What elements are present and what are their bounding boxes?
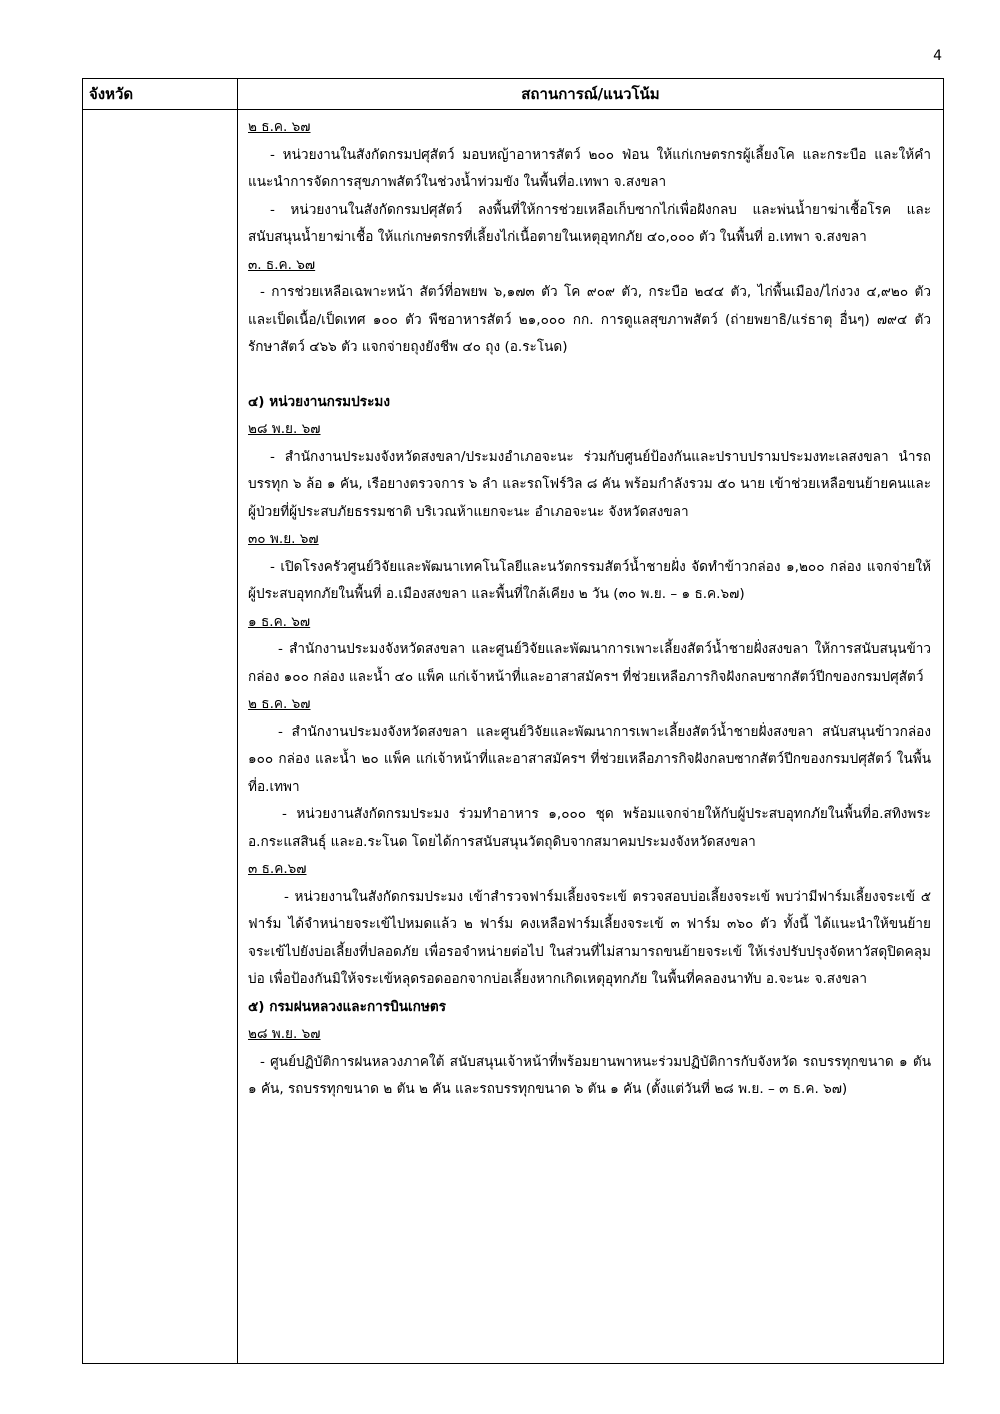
paragraph: - ศูนย์ปฏิบัติการฝนหลวงภาคใต้ สนับสนุนเจ้าหน้าที่พร้อมยานพาหนะร่วมปฏิบัติการกับจังหวัด รถบรรทุกขนาด ๑ ตัน ๑ คัน, รถบรรทุกขนาด ๒ ตัน ๒ คัน และรถบรรทุกขนาด ๖ ตัน ๑ คัน (ตั้งแต่วันที่ ๒๘ พ.ย. – ๓ ธ.ค. ๖๗) xyxy=(248,1053,931,1097)
section-heading: ๔) หน่วยงานกรมประมง xyxy=(248,393,390,410)
date-label: ๓๐ พ.ย. ๖๗ xyxy=(248,531,319,547)
header-situation: สถานการณ์/แนวโน้ม xyxy=(521,85,660,103)
date-label: ๒๘ พ.ย. ๖๗ xyxy=(248,1026,321,1042)
situation-cell xyxy=(238,110,943,1364)
date-label: ๒ ธ.ค. ๖๗ xyxy=(248,696,311,712)
paragraph: - เปิดโรงครัวศูนย์วิจัยและพัฒนาเทคโนโลยีและนวัตกรรมสัตว์น้ำชายฝั่ง จัดทำข้าวกล่อง ๑,๒๐๐ กล่อง แจกจ่ายให้ผู้ประสบอุทกภัยในพื้นที่ อ.เมืองสงขลา และพื้นที่ใกล้เคียง ๒ วัน (๓๐ พ.ย. – ๑ ธ.ค.๖๗) xyxy=(248,558,931,602)
paragraph: - สำนักงานประมงจังหวัดสงขลา/ประมงอำเภอจะนะ ร่วมกับศูนย์ป้องกันและปราบปรามประมงทะเลสงขลา นำรถบรรทุก ๖ ล้อ ๑ คัน, เรือยางตรวจการ ๖ ลำ และรถโฟร์วิล ๘ คัน พร้อมกำลังรวม ๕๐ นาย เข้าช่วยเหลือขนย้ายคนและผู้ป่วยที่ผู้ประสบภัยธรรมชาติ บริเวณห้าแยกจะนะ อำเภอจะนะ จังหวัดสงขลา xyxy=(248,448,931,520)
date-label: ๑ ธ.ค. ๖๗ xyxy=(248,613,311,630)
province-cell xyxy=(83,110,238,1364)
table-header xyxy=(83,79,943,110)
date-label: ๒๘ พ.ย. ๖๗ xyxy=(248,421,321,437)
report-table xyxy=(82,78,944,1364)
header-province: จังหวัด xyxy=(83,79,238,109)
section-heading: ๕) กรมฝนหลวงและการบินเกษตร xyxy=(248,998,446,1015)
table-row xyxy=(83,110,943,1364)
paragraph: - การช่วยเหลือเฉพาะหน้า สัตว์ที่อพยพ ๖,๑๗๓ ตัว โค ๙๐๙ ตัว, กระบือ ๒๔๔ ตัว, ไก่พื้นเมือง/ไก่งวง ๔,๙๒๐ ตัว และเป็ดเนื้อ/เป็ดเทศ ๑๐๐ ตัว พืชอาหารสัตว์ ๒๑,๐๐๐ กก. การดูแลสุขภาพสัตว์ (ถ่ายพยาธิ/แร่ธาตุ อื่นๆ) ๗๙๔ ตัว รักษาสัตว์ ๔๖๖ ตัว แจกจ่ายถุงยังชีพ ๔๐ ถุง (อ.ระโนด) xyxy=(248,284,931,355)
paragraph: - สำนักงานประมงจังหวัดสงขลา และศูนย์วิจัยและพัฒนาการเพาะเลี้ยงสัตว์น้ำชายฝั่งสงขลา สนับสนุนข้าวกล่อง ๑๐๐ กล่อง และน้ำ ๒๐ แพ็ค แก่เจ้าหน้าที่และอาสาสมัครฯ ที่ช่วยเหลือภารกิจฝังกลบซากสัตว์ปีกของกรมปศุสัตว์ ในพื้นที่อ.เทพา xyxy=(248,723,931,795)
date-label: ๒ ธ.ค. ๖๗ xyxy=(248,119,311,135)
date-label: ๓ ธ.ค.๖๗ xyxy=(248,861,307,877)
paragraph: - หน่วยงานสังกัดกรมประมง ร่วมทำอาหาร ๑,๐๐๐ ชุด พร้อมแจกจ่ายให้กับผู้ประสบอุทกภัยในพื้นที่อ.สทิงพระ อ.กระแสสินธุ์ และอ.ระโนด โดยได้การสนับสนุนวัตถุดิบจากสมาคมประมงจังหวัดสงขลา xyxy=(248,806,931,850)
paragraph: - หน่วยงานในสังกัดกรมประมง เข้าสำรวจฟาร์มเลี้ยงจระเข้ ตรวจสอบบ่อเลี้ยงจระเข้ พบว่ามีฟาร์มเลี้ยงจระเข้ ๕ ฟาร์ม ได้จำหน่ายจระเข้ไปหมดแล้ว ๒ ฟาร์ม คงเหลือฟาร์มเลี้ยงจระเข้ ๓ ฟาร์ม ๓๖๐ ตัว ทั้งนี้ ได้แนะนำให้ขนย้ายจระเข้ไปยังบ่อเลี้ยงที่ปลอดภัย เพื่อรอจำหน่ายต่อไป ในส่วนที่ไม่สามารถขนย้ายจระเข้ ให้เร่งปรับปรุงจัดหาวัสดุปิดคลุมบ่อ เพื่อป้องกันมิให้จระเข้หลุดรอดออกจากบ่อเลี้ยงหากเกิดเหตุอุทกภัย ในพื้นที่คลองนาทับ อ.จะนะ จ.สงขลา xyxy=(248,888,931,987)
page-number: 4 xyxy=(933,48,942,64)
paragraph: - สำนักงานประมงจังหวัดสงขลา และศูนย์วิจัยและพัฒนาการเพาะเลี้ยงสัตว์น้ำชายฝั่งสงขลา ให้การสนับสนุนข้าวกล่อง ๑๐๐ กล่อง และน้ำ ๔๐ แพ็ค แก่เจ้าหน้าที่และอาสาสมัครฯ ที่ช่วยเหลือภารกิจฝังกลบซากสัตว์ปีกของกรมปศุสัตว์ xyxy=(248,641,931,685)
paragraph: - หน่วยงานในสังกัดกรมปศุสัตว์ มอบหญ้าอาหารสัตว์ ๒๐๐ ฟ่อน ให้แก่เกษตรกรผู้เลี้ยงโค และกระบือ และให้คำแนะนำการจัดการสุขภาพสัตว์ในช่วงน้ำท่วมขัง ในพื้นที่อ.เทพา จ.สงขลา xyxy=(248,146,931,190)
date-label: ๓. ธ.ค. ๖๗ xyxy=(248,256,316,273)
paragraph: - หน่วยงานในสังกัดกรมปศุสัตว์ ลงพื้นที่ให้การช่วยเหลือเก็บซากไก่เพื่อฝังกลบ และพ่นน้ำยาฆ่าเชื้อโรค และสนับสนุนน้ำยาฆ่าเชื้อ ให้แก่เกษตรกรที่เลี้ยงไก่เนื้อตายในเหตุอุทกภัย ๔๐,๐๐๐ ตัว ในพื้นที่ อ.เทพา จ.สงขลา xyxy=(248,201,931,245)
